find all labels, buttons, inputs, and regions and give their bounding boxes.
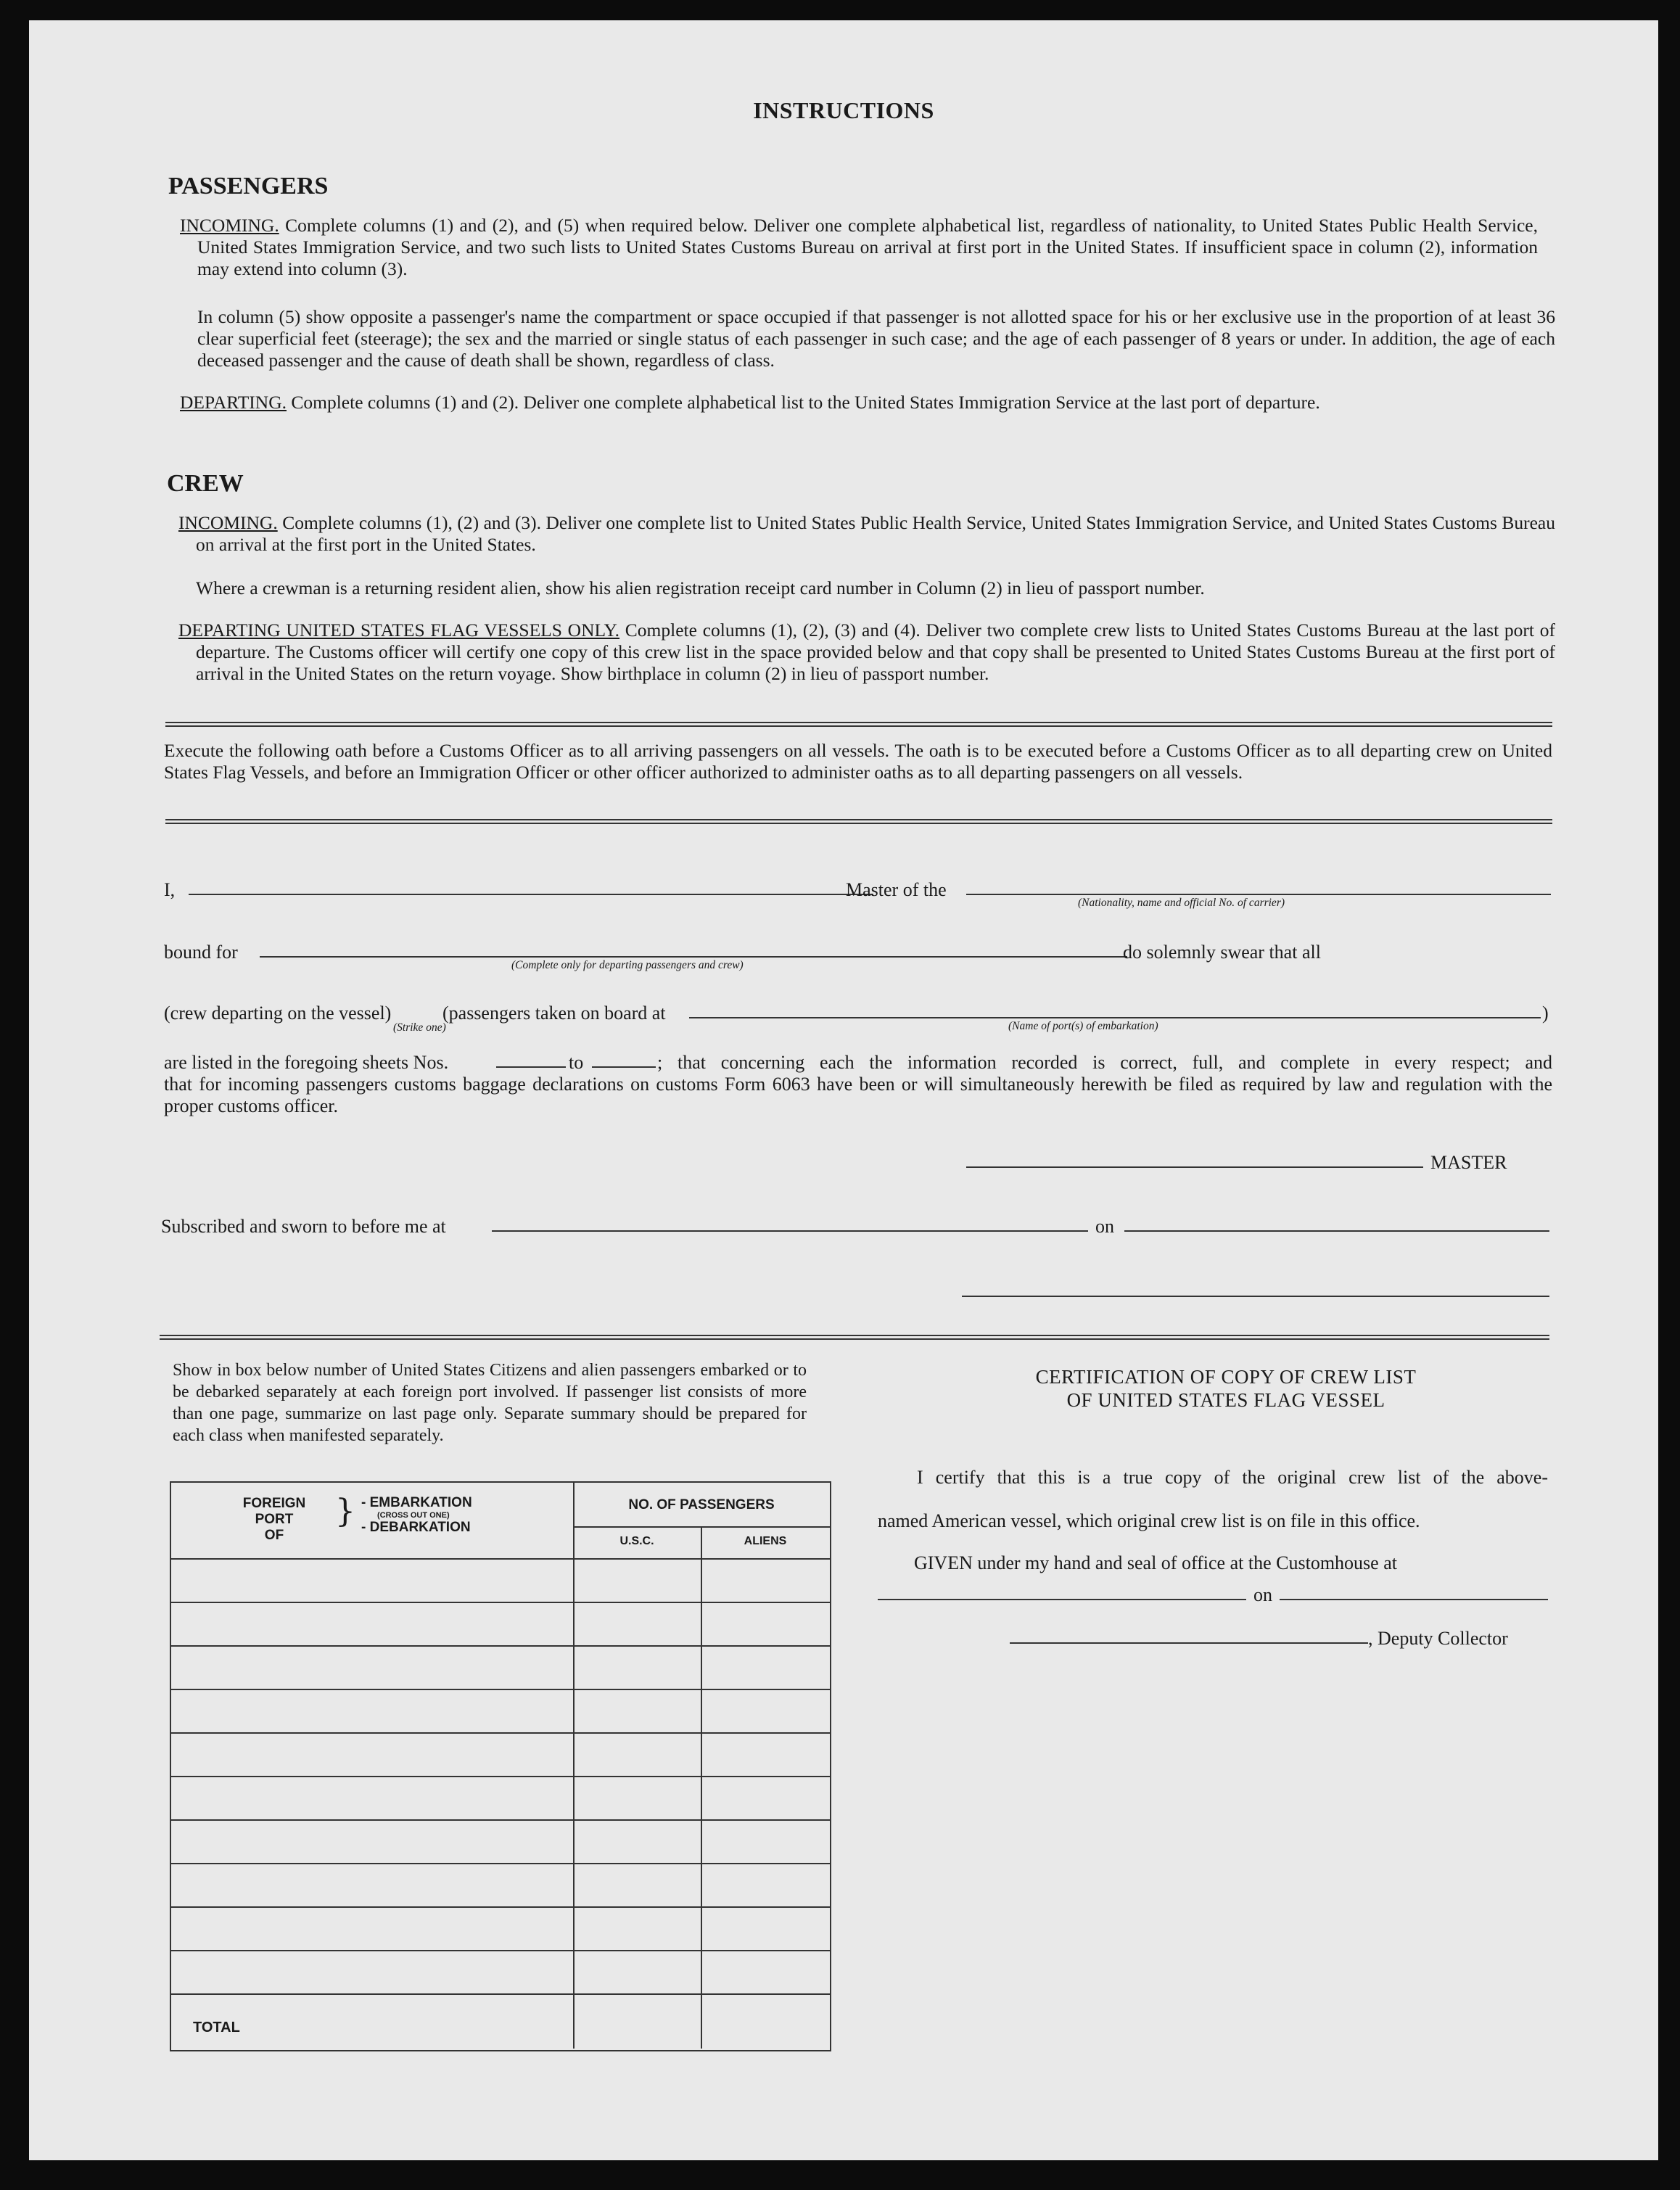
crew-departing-lead: DEPARTING UNITED STATES FLAG VESSELS ONLY. [178,619,620,641]
crew-heading: CREW [167,470,244,497]
no-passengers-header: NO. OF PASSENGERS [628,1497,775,1512]
crew-departing-text: Complete columns (1), (2), (3) and (4). Deliver two complete crew lists to United States Customs Bureau at the last port of departure. The Customs officer will certify one copy of this crew list in the space provided below and that copy shall be presented to United States Customs Bureau at the first port of arrival in the United States on the return voyage. Show birthplace in column (2) in lieu of passport number. [196,619,1555,684]
master-name-field[interactable] [189,894,873,895]
brace-icon: } [335,1493,355,1530]
sworn-on-label: on [1095,1216,1114,1237]
passengers-taken-option[interactable]: (passengers taken on board at [442,1003,666,1024]
certification-text-1: I certify that this is a true copy of the original crew list of the above- [917,1467,1548,1488]
embarkation-header: - EMBARKATION (CROSS OUT ONE) - DEBARKATION [361,1495,472,1535]
certification-title: CERTIFICATION OF COPY OF CREW LIST OF UNITED STATES FLAG VESSEL [1035,1366,1417,1411]
crew-incoming-text: Complete columns (1), (2) and (3). Deliver one complete list to United States Public Health Service, United States Immigration Service, and United States Customs Bureau on arrival at the first port in the United States. [196,512,1556,555]
crew-departing-option[interactable]: (crew departing on the vessel) [164,1003,392,1024]
divider [165,722,1552,727]
subscribed-label: Subscribed and sworn to before me at [161,1216,446,1237]
divider [160,1335,1549,1340]
passengers-incoming-text: Complete columns (1) and (2), and (5) when required below. Deliver one complete alphabetical list, regardless of nationality, to United States Public Health Service, United States Immigration Service, and two such lists to United States Customs Bureau on arrival at first port in the United States. If insufficient space in column (2), information may extend into column (3). [197,215,1539,279]
passengers-incoming-instruction [180,215,1538,280]
passengers-departing-instruction [180,392,1555,413]
sworn-date-field[interactable] [1124,1230,1549,1232]
summary-instructions: Show in box below number of United States Citizens and alien passengers embarked or to be debarked separately at each foreign port involved. If passenger list consists of more than one page, summarize on last page only. Separate summary should be prepared for each class when manifested separately. [173,1361,807,1445]
bound-for-field[interactable] [260,956,1127,958]
embarkation-port-field[interactable] [689,1017,1541,1018]
sworn-place-field[interactable] [492,1230,1088,1232]
officer-signature-field[interactable] [962,1296,1549,1297]
oath-instructions: Execute the following oath before a Customs Officer as to all arriving passengers on all vessels. The oath is to be executed before a Customs Officer as to all departing crew on United States Flag Vessels, and before an Immigration Officer or other officer authorized to administer oaths as to all departing passengers on all vessels. [164,740,1552,783]
master-signature-field[interactable] [966,1166,1423,1168]
strike-one-caption: (Strike one) [393,1021,446,1034]
certification-date-field[interactable] [1280,1599,1548,1600]
passengers-departing-lead: DEPARTING. [180,392,287,413]
listed-to-label: to [569,1052,584,1073]
total-label: TOTAL [193,2020,240,2035]
divider [165,819,1552,824]
passengers-column5-instruction: In column (5) show opposite a passenger's name the compartment or space occupied if that passenger is not allotted space for his or her exclusive use in the proportion of at least 36 clear superficial feet (steerage); the sex and the married or single status of each passenger in such case; and the age of each passenger of 8 years or under. In addition, the age of each deceased passenger and the cause of death shall be shown, regardless of class. [197,306,1555,371]
passenger-summary-table [170,1481,831,2051]
customhouse-field[interactable] [878,1599,1246,1600]
deputy-collector-label: , Deputy Collector [1368,1628,1508,1649]
crew-incoming-lead: INCOMING. [178,512,278,533]
master-of-label: Master of the [846,879,947,900]
carrier-field[interactable] [966,894,1551,895]
swear-label: do solemnly swear that all [1123,942,1321,963]
listed-declaration: that for incoming passengers customs baggage declarations on customs Form 6063 have been or will simultaneously herewith be filed as required by law and regulation with the proper customs officer. [164,1074,1552,1116]
sheet-to-field[interactable] [592,1066,656,1068]
oath-i-label: I, [164,879,176,900]
passengers-departing-text: Complete columns (1) and (2). Deliver one complete alphabetical list to the United States Immigration Service at the last port of departure. [291,392,1320,413]
passengers-incoming-lead: INCOMING. [180,215,279,236]
crew-departing-instruction [178,619,1555,685]
master-signature-label: MASTER [1430,1152,1507,1173]
page-title: INSTRUCTIONS [753,97,934,123]
foreign-port-header: FOREIGN PORT OF [242,1496,306,1543]
certification-given: GIVEN under my hand and seal of office at the Customhouse at [914,1552,1397,1573]
aliens-header: ALIENS [744,1535,787,1547]
port-caption: (Name of port(s) of embarkation) [1008,1020,1158,1032]
bound-for-caption: (Complete only for departing passengers and crew) [511,959,744,971]
certification-text-2: named American vessel, which original crew list is on file in this office. [878,1510,1420,1531]
form-page [29,20,1658,2160]
deputy-signature-field[interactable] [1010,1642,1368,1644]
usc-header: U.S.C. [619,1535,654,1547]
sheet-from-field[interactable] [496,1066,566,1068]
crew-resident-instruction: Where a crewman is a returning resident alien, show his alien registration receipt card number in Column (2) in lieu of passport number. [196,577,1205,598]
certification-on-label: on [1253,1584,1272,1605]
close-paren: ) [1542,1003,1549,1024]
crew-incoming-instruction [178,512,1555,556]
bound-for-label: bound for [164,942,238,963]
carrier-caption: (Nationality, name and official No. of carrier) [1078,897,1285,909]
listed-sheets-suffix: ; that concerning each the information recorded is correct, full, and complete in every respect; and [657,1052,1552,1073]
passengers-heading: PASSENGERS [168,173,329,199]
listed-sheets-prefix: are listed in the foregoing sheets Nos. [164,1052,449,1073]
